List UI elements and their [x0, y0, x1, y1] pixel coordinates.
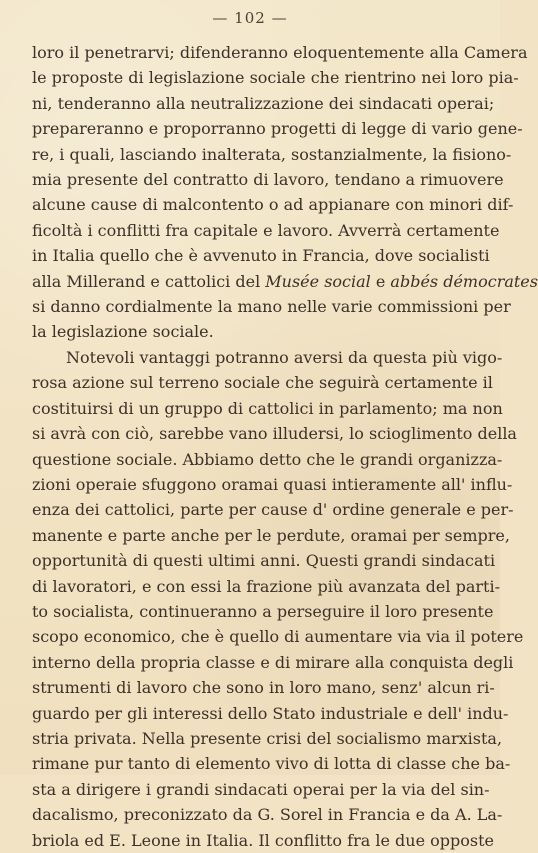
text-line: guardo per gli interessi dello Stato industriale e dell' indu- [32, 703, 509, 723]
text-line: to socialista, continueranno a perseguire il loro presente [32, 601, 494, 621]
text-line: di lavoratori, e con essi la frazione più avanzata del parti- [32, 576, 500, 596]
text-line: briola ed E. Leone in Italia. Il conflitto fra le due opposte [32, 830, 494, 850]
text-line: interno della propria classe e di mirare alla conquista degli [32, 652, 514, 672]
italic-term: Musée social [265, 271, 371, 291]
text-line: opportunità di questi ultimi anni. Questi grandi sindacati [32, 551, 496, 571]
italic-term: abbés démocrates [390, 271, 538, 291]
text-line: alcune cause di malcontento o ad appianare con minori dif- [32, 195, 514, 215]
text-line: costituirsi di un gruppo di cattolici in parlamento; ma non [32, 398, 503, 418]
text-line: strumenti di lavoro che sono in loro mano, senz' alcun ri- [32, 678, 495, 698]
text-line: manente e parte anche per le perdute, oramai per sempre, [32, 525, 510, 545]
text-line: in Italia quello che è avvenuto in Francia, dove socialisti [32, 246, 490, 266]
text-line: stria privata. Nella presente crisi del socialismo marxista, [32, 728, 503, 748]
page-text [32, 40, 538, 853]
text-line: si avrà con ciò, sarebbe vano illudersi, lo scioglimento della [32, 424, 517, 444]
text-line: mia presente del contratto di lavoro, tendano a rimuovere [32, 170, 504, 190]
page-number: — 102 — [212, 9, 288, 27]
text-line: ni, tenderanno alla neutralizzazione dei sindacati operai; [32, 93, 495, 113]
text-line: scopo economico, che è quello di aumentare via via il potere [32, 627, 524, 647]
text-line: re, i quali, lasciando inalterata, sostanzialmente, la fisiono- [32, 144, 512, 164]
text-line: ficoltà i conflitti fra capitale e lavoro. Avverrà certamente [32, 220, 500, 240]
text-line: le proposte di legislazione sociale che rientrino nei loro pia- [32, 68, 519, 88]
text-line: prepareranno e proporranno progetti di legge di vario gene- [32, 119, 523, 139]
text-line: dacalismo, preconizzato da G. Sorel in Francia e da A. La- [32, 805, 503, 825]
text-line: questione sociale. Abbiamo detto che le grandi organizza- [32, 449, 503, 469]
text-line: zioni operaie sfuggono oramai quasi intieramente all' influ- [32, 474, 513, 494]
text-line: rosa azione sul terreno sociale che seguirà certamente il [32, 373, 493, 393]
text-line-with-italics [32, 269, 538, 294]
paragraph-2 [32, 345, 524, 853]
text-segment: e [370, 271, 391, 291]
paragraph-1 [32, 40, 538, 345]
text-segment: alla Millerand e cattolici del [32, 271, 266, 291]
text-line: Notevoli vantaggi potranno aversi da questa più vigo- [66, 347, 503, 367]
text-line: la legislazione sociale. [32, 322, 214, 342]
text-line: enza dei cattolici, parte per cause d' ordine generale e per- [32, 500, 514, 520]
text-line: sta a dirigere i grandi sindacati operai per la via del sin- [32, 779, 490, 799]
text-line: loro il penetrarvi; difenderanno eloquentemente alla Camera [32, 43, 528, 62]
text-line: si danno cordialmente la mano nelle varie commissioni per [32, 297, 511, 317]
text-line: rimane pur tanto di elemento vivo di lotta di classe che ba- [32, 754, 511, 774]
